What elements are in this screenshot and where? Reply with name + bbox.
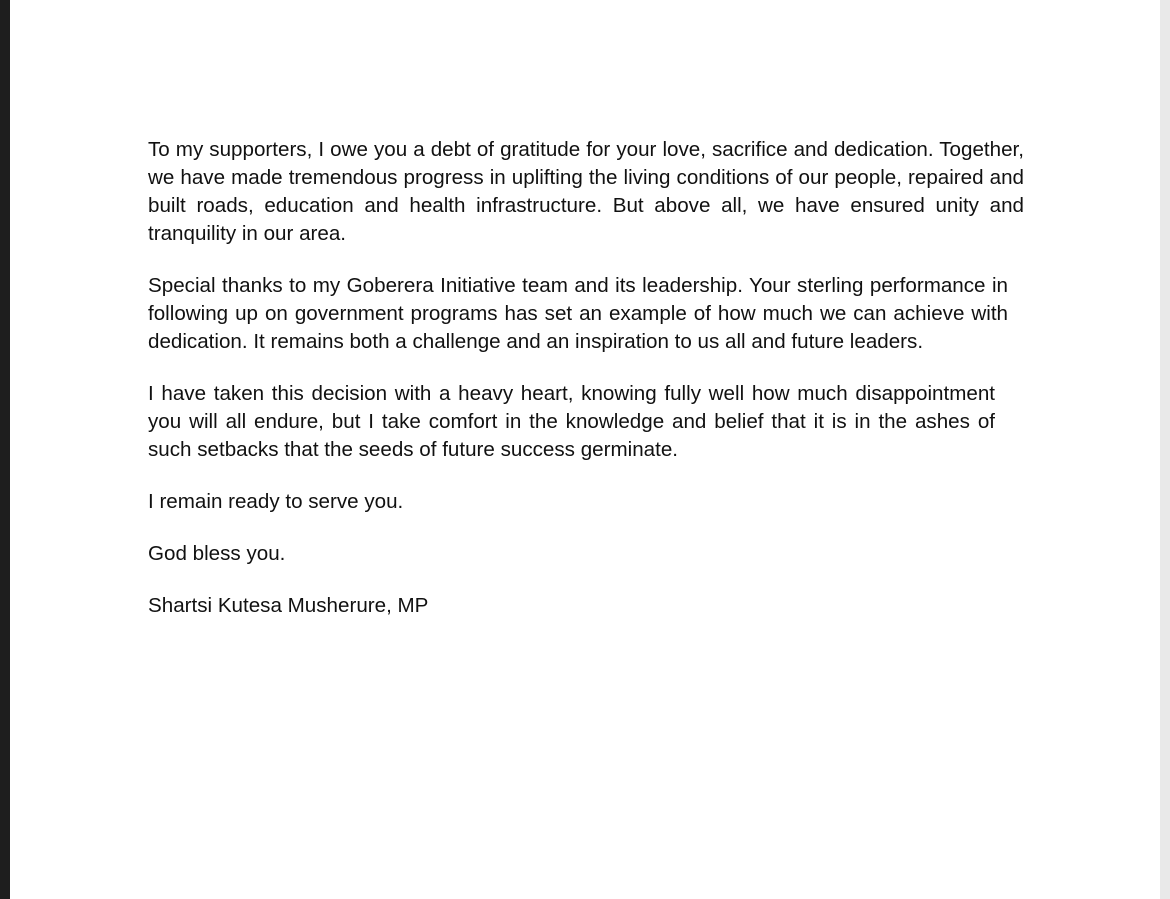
signature: Shartsi Kutesa Musherure, MP [148, 594, 429, 617]
letter-body [148, 136, 1024, 620]
right-page-edge [1160, 0, 1170, 899]
paragraph-ready-to-serve: I remain ready to serve you. [148, 490, 404, 513]
paragraph-supporters: To my supporters, I owe you a debt of gratitude for your love, sacrifice and dedication. Together, we have made tremendous progress in uplifting the living conditions of our people, repaired and built roads, education and health infrastructure. But above all, we have ensured unity and tranquility in our area. [148, 138, 1024, 245]
paragraph-blessing: God bless you. [148, 542, 286, 565]
document-page [10, 0, 1160, 899]
paragraph-thanks: Special thanks to my Goberera Initiative team and its leadership. Your sterling performance in following up on government programs has set an example of how much we can achieve with dedication. It remains both a challenge and an inspiration to us all and future leaders. [148, 274, 1008, 353]
paragraph-decision: I have taken this decision with a heavy heart, knowing fully well how much disappointment you will all endure, but I take comfort in the knowledge and belief that it is in the ashes of such setbacks that the seeds of future success germinate. [148, 382, 995, 461]
left-page-edge [0, 0, 10, 899]
